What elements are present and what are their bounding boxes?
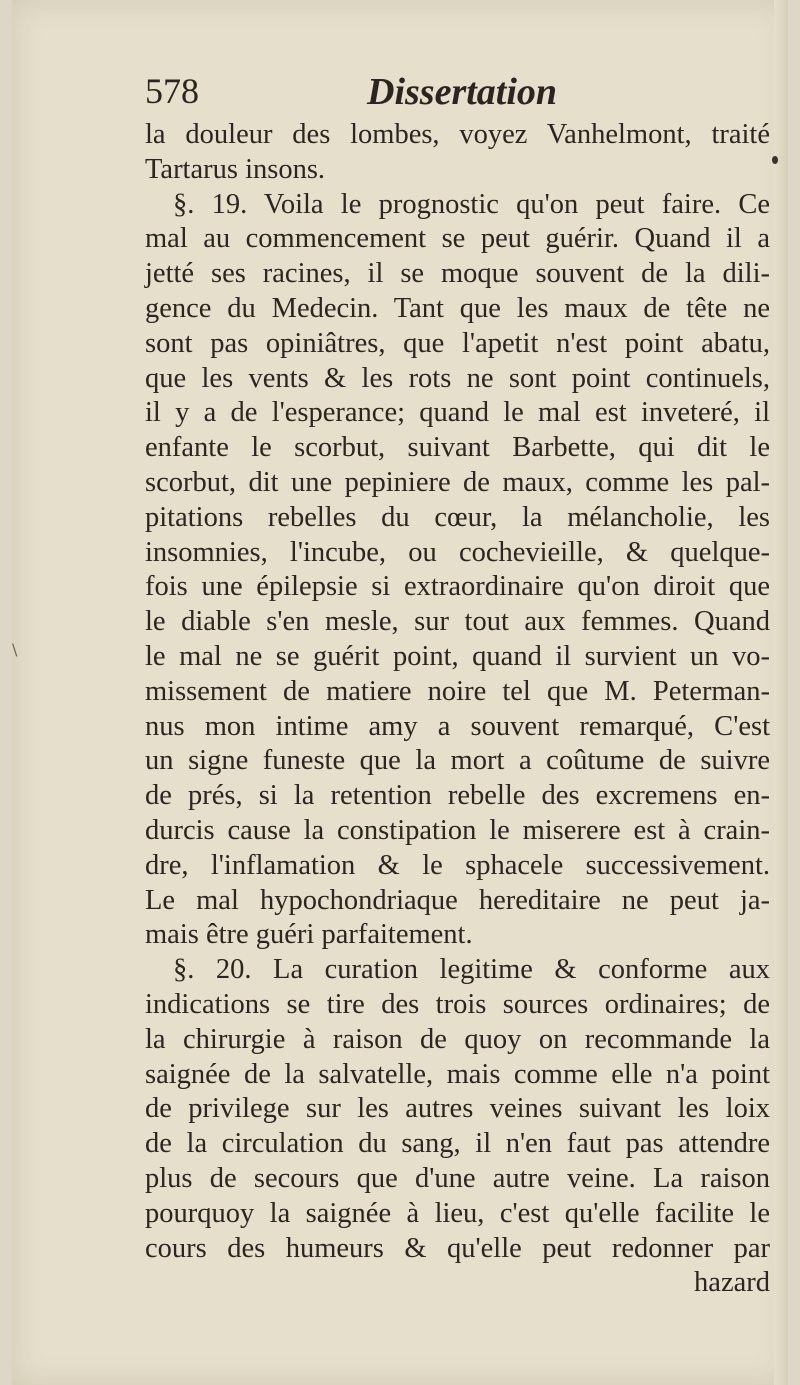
text-line: pitations rebelles du cœur, la mélancholie, les [145, 501, 770, 533]
text-line: missement de matiere noire tel que M. Peterman- [145, 675, 770, 707]
text-line: indications se tire des trois sources ordinaires; de [145, 988, 770, 1020]
ink-spot [772, 156, 778, 164]
text-line: un signe funeste que la mort a coûtume de suivre [145, 745, 770, 777]
text-line: nus mon intime amy a souvent remarqué, C'est [145, 710, 770, 742]
text-line: mal au commencement se peut guérir. Quand il a [145, 223, 770, 255]
text-line: cours des humeurs & qu'elle peut redonner par [145, 1232, 770, 1264]
text-line: le mal ne se guérit point, quand il survient un vo- [145, 640, 770, 672]
text-line: gence du Medecin. Tant que les maux de tête ne [145, 292, 770, 324]
book-page [12, 0, 788, 1385]
text-line: dre, l'inflamation & le sphacele successivement. [145, 849, 770, 881]
text-line: durcis cause la constipation le miserere est à crain- [145, 814, 770, 846]
page-header [145, 70, 765, 116]
text-line: de la circulation du sang, il n'en faut pas attendre [145, 1128, 770, 1160]
text-line: de prés, si la retention rebelle des excremens en- [145, 780, 770, 812]
text-line: plus de secours que d'une autre veine. La raison [145, 1162, 770, 1194]
text-line: pourquoy la saignée à lieu, c'est qu'elle facilite le [145, 1197, 770, 1229]
catchword: hazard [694, 1267, 770, 1299]
page-edge [774, 0, 788, 1385]
page-number: 578 [145, 71, 199, 111]
text-line: mais être guéri parfaitement. [145, 919, 473, 951]
running-title: Dissertation [367, 71, 558, 113]
text-line: §. 20. La curation legitime & conforme aux [173, 954, 770, 986]
text-line: le diable s'en mesle, sur tout aux femmes. Quand [145, 606, 770, 638]
text-line: insomnies, l'incube, ou cochevieille, & quelque- [145, 536, 770, 568]
text-line: de privilege sur les autres veines suivant les loix [145, 1093, 770, 1125]
text-line: jetté ses racines, il se moque souvent de la dili- [145, 258, 770, 290]
text-line: enfante le scorbut, suivant Barbette, qui dit le [145, 432, 770, 464]
text-line: fois une épilepsie si extraordinaire qu'on diroit que [145, 571, 770, 603]
text-line: la douleur des lombes, voyez Vanhelmont, traité [145, 119, 770, 150]
text-line: que les vents & les rots ne sont point continuels, [145, 362, 770, 394]
margin-mark: \ [12, 640, 18, 659]
body-text [145, 118, 770, 1301]
text-line: §. 19. Voila le prognostic qu'on peut faire. Ce [173, 188, 770, 220]
text-line: la chirurgie à raison de quoy on recommande la [145, 1023, 770, 1055]
text-line: scorbut, dit une pepiniere de maux, comme les pal- [145, 466, 770, 498]
text-line: il y a de l'esperance; quand le mal est inveteré, il [145, 397, 770, 429]
text-line: Tartarus insons. [145, 153, 326, 185]
text-line: saignée de la salvatelle, mais comme elle n'a point [145, 1058, 770, 1090]
text-line: sont pas opiniâtres, que l'apetit n'est point abatu, [145, 327, 770, 359]
text-line: Le mal hypochondriaque hereditaire ne peut ja- [145, 884, 770, 916]
